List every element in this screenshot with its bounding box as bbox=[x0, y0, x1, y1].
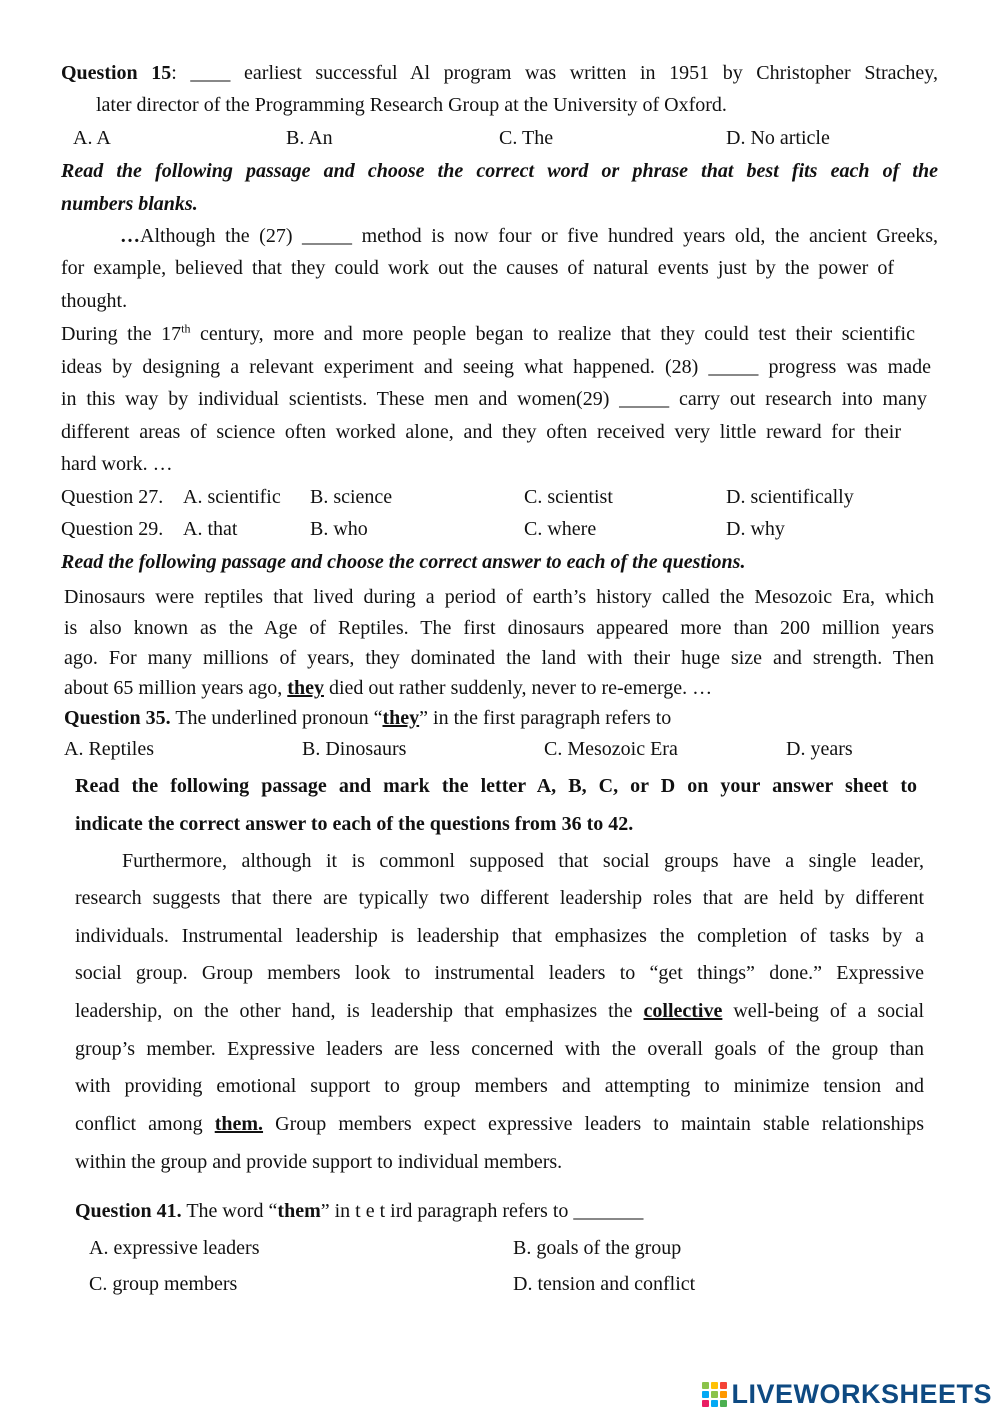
passage3-line-8: conflict among them. Group members expect expressive leaders to maintain stable relationships bbox=[75, 1113, 924, 1135]
q29-option-d[interactable]: D. why bbox=[726, 518, 785, 540]
q35-option-a[interactable]: A. Reptiles bbox=[64, 738, 154, 760]
underlined-they: they bbox=[287, 677, 324, 699]
section3-instruction-line-2: indicate the correct answer to each of the questions from 36 to 42. bbox=[75, 813, 634, 835]
logo-grid-cell bbox=[702, 1382, 709, 1389]
passage2-line-4: about 65 million years ago, they died out rather suddenly, never to re-emerge. … bbox=[64, 677, 713, 699]
passage3-line-4: social group. Group members look to instrumental leaders to “get things” done.” Expressive bbox=[75, 962, 924, 984]
q35-option-b[interactable]: B. Dinosaurs bbox=[302, 738, 407, 760]
q15-option-d[interactable]: D. No article bbox=[726, 127, 830, 149]
passage1-line-3: thought. bbox=[61, 290, 128, 312]
passage1-line-1: …Although the (27) _____ method is now four or five hundred years old, the ancient Greeks, bbox=[120, 225, 938, 247]
section1-instruction-line-1: Read the following passage and choose the correct word or phrase that best fits each of the bbox=[61, 160, 938, 182]
passage1-line-5: ideas by designing a relevant experiment and seeing what happened. (28) _____ progress was made bbox=[61, 356, 931, 378]
logo-grid-cell bbox=[720, 1391, 727, 1398]
q15-line-2: later director of the Programming Research Group at the University of Oxford. bbox=[96, 94, 727, 116]
q35-option-c[interactable]: C. Mesozoic Era bbox=[544, 738, 678, 760]
logo-grid-cell bbox=[711, 1382, 718, 1389]
underlined-collective: collective bbox=[643, 1000, 723, 1022]
q35-option-d[interactable]: D. years bbox=[786, 738, 853, 760]
logo-grid-cell bbox=[711, 1400, 718, 1407]
logo-grid-cell bbox=[711, 1391, 718, 1398]
q41-option-a[interactable]: A. expressive leaders bbox=[89, 1237, 260, 1259]
passage3-line-3: individuals. Instrumental leadership is leadership that emphasizes the completion of tasks by a bbox=[75, 925, 924, 947]
liveworksheets-logo bbox=[702, 1378, 992, 1410]
logo-grid-cell bbox=[702, 1400, 709, 1407]
section2-instruction: Read the following passage and choose the correct answer to each of the questions. bbox=[61, 551, 746, 573]
q29-option-a[interactable]: A. that bbox=[183, 518, 238, 540]
q27-option-c[interactable]: C. scientist bbox=[524, 486, 613, 508]
passage1-line-8: hard work. … bbox=[61, 453, 173, 475]
q27-option-a[interactable]: A. scientific bbox=[183, 486, 281, 508]
q29-option-c[interactable]: C. where bbox=[524, 518, 597, 540]
q15-label: Question 15 bbox=[61, 62, 172, 84]
q15-line-1: Question 15: ____ earliest successful Al program was written in 1951 by Christopher Strachey, bbox=[61, 62, 938, 84]
q27-label: Question 27. bbox=[61, 486, 164, 508]
passage3-line-6: group’s member. Expressive leaders are less concerned with the overall goals of the group than bbox=[75, 1038, 924, 1060]
q35-label: Question 35. bbox=[64, 707, 171, 729]
logo-grid-cell bbox=[720, 1400, 727, 1407]
passage1-line-4: During the 17th century, more and more people began to realize that they could test their scientific bbox=[61, 321, 915, 345]
passage1-line-2: for example, believed that they could work out the causes of natural events just by the power of bbox=[61, 257, 894, 279]
section1-instruction-line-2: numbers blanks. bbox=[61, 193, 198, 215]
q35-stem: Question 35. The underlined pronoun “they” in the first paragraph refers to bbox=[64, 707, 672, 729]
q15-option-c[interactable]: C. The bbox=[499, 127, 554, 149]
q41-option-b[interactable]: B. goals of the group bbox=[513, 1237, 682, 1259]
q15-option-b[interactable]: B. An bbox=[286, 127, 333, 149]
passage2-line-2: is also known as the Age of Reptiles. The first dinosaurs appeared more than 200 million years bbox=[64, 617, 934, 639]
liveworksheets-wordmark: LIVEWORKSHEETS bbox=[731, 1378, 992, 1409]
q29-label: Question 29. bbox=[61, 518, 164, 540]
passage3-line-1: Furthermore, although it is commonl supposed that social groups have a single leader, bbox=[122, 850, 924, 872]
underlined-them: them. bbox=[214, 1113, 264, 1135]
q41-option-d[interactable]: D. tension and conflict bbox=[513, 1273, 696, 1295]
passage1-line-6: in this way by individual scientists. These men and women(29) _____ carry out research into many bbox=[61, 388, 927, 410]
q29-option-b[interactable]: B. who bbox=[310, 518, 368, 540]
q27-option-b[interactable]: B. science bbox=[310, 486, 393, 508]
passage1-line-7: different areas of science often worked alone, and they often received very little reward for their bbox=[61, 421, 901, 443]
liveworksheets-grid-icon bbox=[702, 1382, 727, 1407]
passage3-line-5: leadership, on the other hand, is leadership that emphasizes the collective well-being of a social bbox=[75, 1000, 925, 1022]
logo-grid-cell bbox=[702, 1391, 709, 1398]
q27-option-d[interactable]: D. scientifically bbox=[726, 486, 854, 508]
passage2-line-1: Dinosaurs were reptiles that lived during a period of earth’s history called the Mesozoic Era, which bbox=[64, 586, 934, 608]
passage3-line-2: research suggests that there are typically two different leadership roles that are held by different bbox=[75, 887, 924, 909]
logo-grid-cell bbox=[720, 1382, 727, 1389]
q41-label: Question 41. bbox=[75, 1200, 182, 1222]
passage2-line-3: ago. For many millions of years, they dominated the land with their huge size and strength. Then bbox=[64, 647, 934, 669]
q41-option-c[interactable]: C. group members bbox=[89, 1273, 238, 1295]
q15-option-a[interactable]: A. A bbox=[73, 127, 111, 149]
section3-instruction-line-1: Read the following passage and mark the letter A, B, C, or D on your answer sheet to bbox=[75, 775, 917, 797]
passage3-line-9: within the group and provide support to individual members. bbox=[75, 1151, 563, 1173]
passage3-line-7: with providing emotional support to group members and attempting to minimize tension and bbox=[75, 1075, 924, 1097]
q41-stem: Question 41. The word “them” in t e t ird paragraph refers to _______ bbox=[75, 1200, 644, 1222]
